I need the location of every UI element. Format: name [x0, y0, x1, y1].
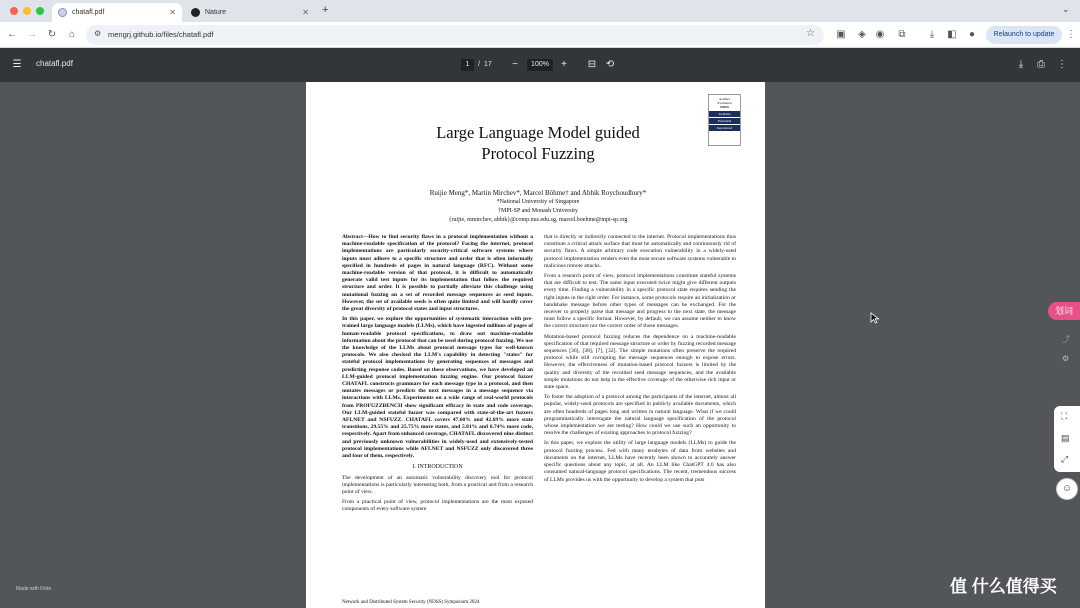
zoom-level-input[interactable]: 100%	[527, 59, 553, 71]
screenshot-icon[interactable]: ⛶	[1061, 411, 1068, 421]
relaunch-to-update-button[interactable]: Relaunch to update	[986, 26, 1062, 44]
close-icon[interactable]: ✕	[302, 8, 309, 17]
rotate-icon[interactable]: ⟲	[605, 59, 615, 70]
fit-page-icon[interactable]: ⊟	[587, 59, 597, 70]
tab-chatafl[interactable]	[52, 3, 182, 22]
home-icon[interactable]: ⌂	[68, 29, 76, 40]
print-icon[interactable]: ⎙	[1037, 59, 1045, 70]
extensions-puzzle-icon[interactable]: ⧉	[898, 29, 906, 40]
mouse-cursor-icon	[870, 312, 880, 324]
pdf-file-name: chatafl.pdf	[36, 59, 73, 68]
body-paragraph: From a practical point of view, protocol implementations are the most exposed components of every software system	[342, 499, 533, 513]
page-footer: Network and Distributed System Security (NDSS) Symposium 2024	[342, 600, 480, 605]
body-paragraph: Mutation-based protocol fuzzing reduces the dependence on a machine-readable specification of that required message structure or order by fuzzing recorded message sequences [36], [38], [7], [32]. The simple mutations often preserve the required protocol while still corrupting the message sequences enough to expose errors. However, the effectiveness of mutation-based protocol fuzzers is limited by the quality and diversity of the recorded seed message sequences, and the available simple mutations do not help in the effective coverage of the otherwise rich input or state space.	[544, 333, 736, 391]
download-icon[interactable]: ⤓	[1018, 59, 1024, 70]
more-actions-icon[interactable]: ⋮	[1057, 59, 1067, 70]
body-paragraph: From a research point of view, protocol implementations constitute stateful systems that are difficult to test. The same input executed twice might give different outputs every time. Finding a vulnerability in a specific protocol state requires sending the right inputs in the right order. For instance, some protocols require an initialization or handshake message before other types of messages can be exchanged. For the receiver to properly parse that message and progress to the next state, the message must follow a specific format. However, by default, we can assume neither to know the correct structure nor the correct order of those messages.	[544, 273, 736, 330]
extension-icon[interactable]: ◉	[875, 29, 885, 40]
tab-search-icon[interactable]: ⌄	[1062, 4, 1070, 14]
pdf-viewer-area[interactable]	[0, 82, 1080, 608]
page-separator: /	[478, 61, 480, 68]
body-paragraph: that is directly or indirectly connected to the internet. Protocol implementations thus constitute a critical attack surface that must be automatically and continuously rid of security flaws. A simple arbitrary code execution vulnerability in a widely-used protocol implementation renders even the most secure software systems vulnerable to malicious remote attacks.	[544, 234, 736, 269]
abstract-paragraph: In this paper, we explore the opportunities of systematic interaction with pre-trained large language models (LLMs), which have ingested millions of pages of human-readable protocol specifications, to draw out machine-readable information about the protocol that can be used during protocol fuzzing. We use the knowledge of the LLMs about protocol message types for well-known protocols. We also checked the LLM's capability in detecting "states" for stateful protocol implementations by generating sequences of messages and predicting response codes. Based on these observations, we have developed an LLM-guided protocol implementation fuzzing engine. Our protocol fuzzer CHATAFL constructs grammars for each message type in a protocol, and then mutates messages or predicts the next messages in a message sequence via interactions with LLMs. Experiments on a wide range of real-world protocols from PROFUZZBENCH show significant efficacy in state and code coverage. Our LLM-guided stateful fuzzer was compared with state-of-the-art fuzzers AFLNET and NSFUZZ. CHATAFL covers 47.60% and 42.69% more state transitions, 29.55% and 25.75% more states, and 5.81% and 6.74% more code, respectively. Apart from enhanced coverage, CHATAFL discovered nine distinct and previously unknown vulnerabilities in widely-used and extensively-tested protocol implementations while AFLNET and NSFUZZ only discovered three and four of them, respectively.	[342, 316, 533, 460]
affiliation: †MPI-SP and Monash University	[498, 208, 578, 214]
total-pages: 17	[484, 61, 492, 68]
window-maximize-button[interactable]	[36, 7, 44, 15]
badge-label: Reproduced	[709, 125, 740, 131]
watermark-logo: 值 什么值得买	[950, 577, 1057, 596]
tab-label: Nature	[205, 9, 227, 16]
share-icon[interactable]: ⤴	[1062, 335, 1070, 344]
settings-icon[interactable]: ⚙	[1062, 354, 1070, 363]
back-icon[interactable]: ←	[7, 29, 17, 40]
author-block	[306, 189, 770, 225]
side-panel-icon[interactable]: ◧	[947, 29, 957, 40]
reload-icon[interactable]: ↻	[47, 29, 57, 40]
url-text[interactable]: mengrj.github.io/files/chatafl.pdf	[108, 30, 214, 39]
address-bar[interactable]	[86, 25, 824, 45]
translate-side-tab[interactable]: 划词	[1048, 302, 1080, 320]
expand-icon[interactable]: ⤢	[1061, 454, 1069, 464]
extension-icon[interactable]: ▣	[836, 29, 846, 40]
emails: {ruijie, mmirchev, abhik}@comp.nus.edu.sg, marcel.boehme@mpi-sp.org	[448, 217, 628, 223]
badge-label: Evaluated	[717, 101, 732, 105]
body-paragraph: To foster the adoption of a protocol among the participants of the internet, almost all popular, widely-used protocols are specified in publicly available documents, which are often hundreds of pages long and written in natural language. What if we could programmatically interrogate the natural language specification of the protocol whose implementation we are testing? How could we use such an opportunity to resolve the challenges of existing approaches to protocol fuzzing?	[544, 394, 736, 437]
assistant-icon[interactable]: ☺	[1056, 478, 1078, 500]
window-minimize-button[interactable]	[23, 7, 31, 15]
affiliation: *National University of Singapore	[496, 199, 580, 205]
document-icon[interactable]: ▤	[1061, 433, 1070, 443]
body-paragraph: The development of an automatic vulnerability discovery tool for protocol implementations is particularly interesting both, from a practical and from a research point of view.	[342, 474, 533, 495]
page-number-input[interactable]: 1	[461, 59, 474, 71]
left-column	[342, 234, 533, 517]
globe-icon	[58, 8, 67, 17]
extension-icon[interactable]: ◈	[858, 29, 866, 40]
pdf-page	[306, 82, 765, 608]
bookmark-star-icon[interactable]: ☆	[806, 28, 815, 39]
profile-avatar-icon[interactable]: ●	[968, 29, 976, 40]
tab-nature[interactable]	[185, 3, 315, 22]
floating-tool-panel	[1054, 406, 1080, 472]
close-icon[interactable]: ✕	[169, 8, 176, 17]
pdf-toolbar	[0, 48, 1080, 82]
right-column	[544, 234, 736, 487]
zoom-out-button[interactable]: −	[512, 59, 518, 70]
zoom-in-button[interactable]: +	[561, 59, 567, 70]
browser-toolbar	[0, 22, 1080, 48]
site-info-icon[interactable]: ⚙	[94, 29, 102, 38]
badge-label: NDSS	[720, 105, 729, 109]
forward-icon[interactable]: →	[27, 29, 37, 40]
badge-label: Available	[709, 111, 740, 117]
more-menu-icon[interactable]: ⋮	[1066, 29, 1076, 40]
section-heading: I. INTRODUCTION	[412, 464, 463, 471]
menu-icon[interactable]: ☰	[12, 59, 22, 70]
new-tab-button[interactable]: +	[322, 4, 329, 16]
badge-label: Functional	[709, 118, 740, 124]
watermark-text: Made with iVote	[16, 586, 52, 592]
title-line: Large Language Model guided	[436, 123, 640, 142]
window-close-button[interactable]	[10, 7, 18, 15]
abstract-paragraph: Abstract—How to find security flaws in a protocol implementation without a machine-readable specification of the protocol? Facing the internet, protocol implementations are particularly security-critical software systems where inputs must adhere to a specific structure and order that is often informally specified in hundreds of pages in natural language (RFC). Without some machine-readable version of that protocol, it is difficult to automatically generate valid test inputs for its implementation that follow the required structure and order. It is possible to partially alleviate this challenge using mutational fuzzing on a set of recorded message sequences as seed inputs. However, the set of available seeds is often quite limited and will hardly cover the great diversity of protocol states and input structures.	[342, 234, 533, 313]
body-paragraph: In this paper, we explore the utility of large language models (LLMs) to guide the protocol fuzzing process. Fed with many terabytes of data from websites and documents on the internet, LLMs have recently been shown to accurately answer specific questions about any topic, at all. An LLM like ChatGPT 4.0 has also consumed natural-language protocol specifications. The recent, tremendous success of LLMs provides us with the opportunity to develop a system that puts	[544, 440, 736, 483]
paper-title	[306, 122, 770, 164]
nature-favicon-icon	[191, 8, 200, 17]
badge-label: Artifact	[719, 97, 730, 101]
tab-label: chatafl.pdf	[72, 9, 105, 16]
tab-strip	[0, 0, 1080, 22]
download-icon[interactable]: ⤓	[929, 29, 935, 40]
authors: Ruijie Meng*, Martin Mirchev*, Marcel Böhme† and Abhik Roychoudhury*	[429, 189, 647, 197]
title-line: Protocol Fuzzing	[481, 144, 595, 163]
